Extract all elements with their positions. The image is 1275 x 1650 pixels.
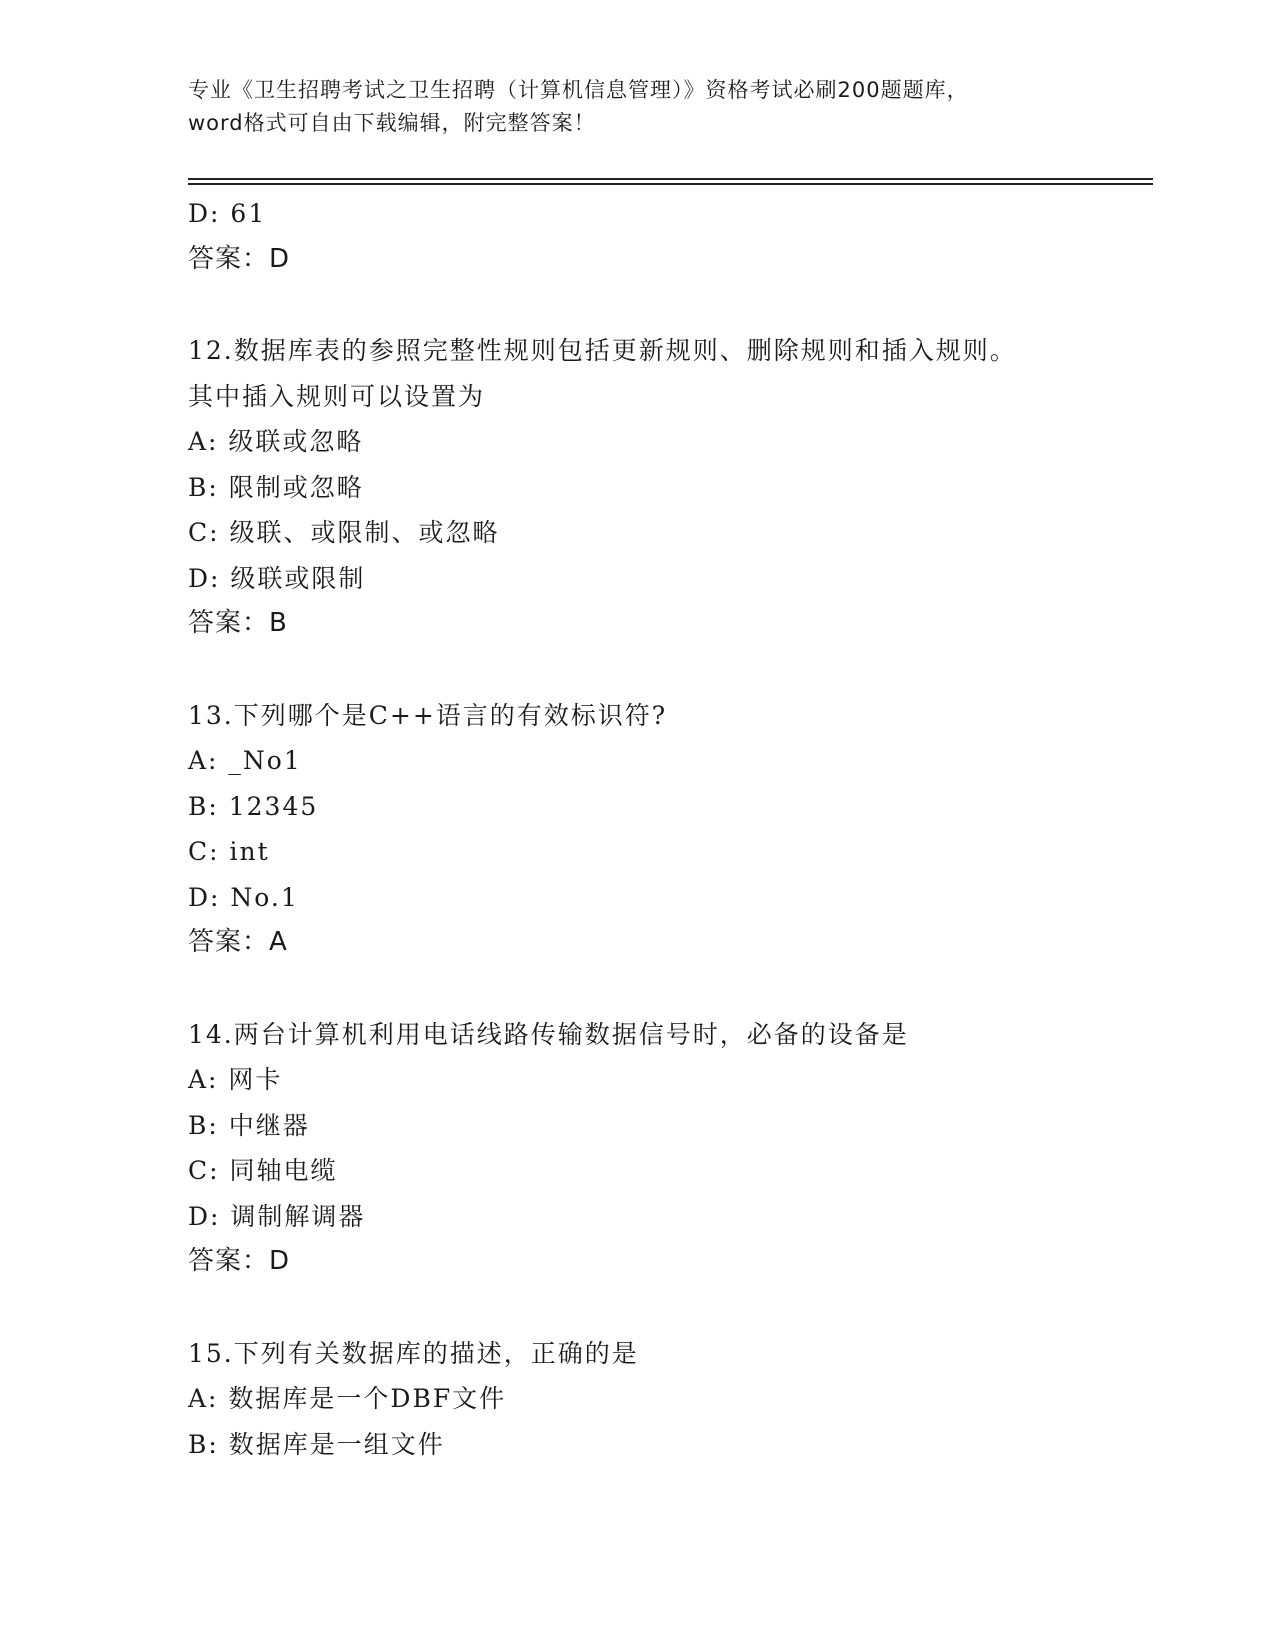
question-stem-continued: 其中插入规则可以设置为 [188, 381, 486, 411]
question-14 [188, 1012, 1148, 1285]
header-divider-bottom [188, 183, 1153, 185]
header-line-2: word格式可自由下载编辑，附完整答案！ [188, 111, 596, 135]
option-c: C: 级联、或限制、或忽略 [188, 518, 500, 547]
option-d: D: 61 [188, 199, 267, 228]
question-content [188, 191, 1148, 1467]
answer-line: 答案：A [188, 927, 288, 957]
option-b: B: 限制或忽略 [188, 472, 364, 502]
document-header [188, 74, 1088, 140]
question-stem: 15.下列有关数据库的描述，正确的是 [188, 1338, 639, 1368]
question-12 [188, 328, 1148, 647]
option-d: D: No.1 [188, 882, 299, 912]
option-a: A: 数据库是一个DBF文件 [188, 1384, 507, 1413]
question-15 [188, 1331, 1148, 1468]
option-a: A: 网卡 [188, 1065, 283, 1094]
header-divider-top [188, 178, 1153, 180]
option-d: D: 级联或限制 [188, 563, 366, 593]
answer-line: 答案：B [188, 608, 288, 638]
option-c: C: 同轴电缆 [188, 1156, 338, 1185]
option-a: A: _No1 [188, 746, 302, 775]
question-13 [188, 693, 1148, 966]
question-stem: 14.两台计算机利用电话线路传输数据信号时，必备的设备是 [188, 1019, 909, 1049]
question-stem: 13.下列哪个是C++语言的有效标识符? [188, 700, 668, 730]
previous-question-tail [188, 191, 1148, 282]
option-d: D: 调制解调器 [188, 1201, 366, 1231]
header-line-1: 专业《卫生招聘考试之卫生招聘（计算机信息管理）》资格考试必刷200题题库， [188, 78, 969, 102]
answer-line: 答案：D [188, 1246, 291, 1276]
question-stem: 12.数据库表的参照完整性规则包括更新规则、删除规则和插入规则。 [188, 336, 1017, 365]
option-c: C: int [188, 837, 270, 866]
option-b: B: 中继器 [188, 1110, 310, 1140]
option-a: A: 级联或忽略 [188, 427, 364, 456]
answer-line: 答案：D [188, 243, 291, 274]
option-b: B: 12345 [188, 791, 319, 821]
option-b: B: 数据库是一组文件 [188, 1429, 445, 1459]
